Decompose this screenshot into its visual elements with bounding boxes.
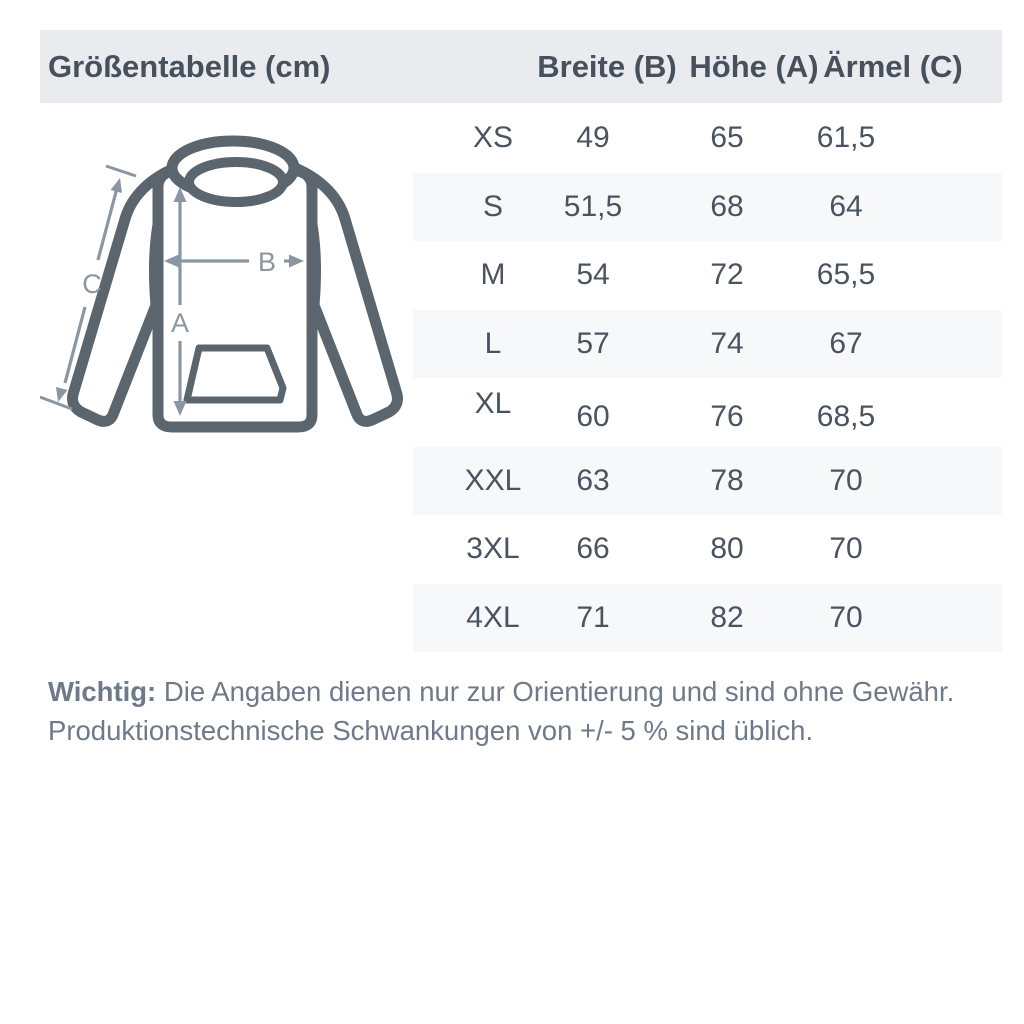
aermel-value-cell: 67 (829, 326, 863, 360)
size-label-cell: XL (474, 387, 512, 420)
hoehe-value-cell: 65 (710, 121, 744, 154)
hoehe-value-cell: 78 (710, 463, 744, 497)
size-label-cell: S (482, 189, 504, 223)
breite-value-cell: 54 (576, 258, 610, 291)
size-label-cell: 3XL (466, 532, 520, 565)
table-title: Größentabelle (cm) (48, 49, 331, 84)
size-label-cell: L (484, 326, 502, 360)
aermel-value-cell: 61,5 (816, 121, 876, 154)
hoodie-pocket (187, 348, 283, 400)
table-row (413, 515, 1002, 584)
dimension-label-c: C (82, 269, 102, 299)
arrowhead-c-up (111, 178, 123, 193)
breite-value-cell: 57 (576, 326, 610, 360)
table-row (413, 104, 1002, 173)
hoodie-outline (73, 141, 398, 427)
disclaimer-prefix: Wichtig: (48, 676, 157, 707)
aermel-value-cell: 70 (829, 600, 863, 634)
hoehe-value-cell: 82 (710, 600, 744, 634)
table-row (413, 310, 1002, 379)
dimension-label-a: A (170, 308, 190, 338)
breite-value-cell: 71 (576, 600, 610, 634)
disclaimer-line-1 (48, 672, 988, 711)
aermel-value-cell: 65,5 (816, 258, 876, 291)
disclaimer-note (48, 672, 988, 750)
hoehe-value-cell: 76 (710, 400, 744, 433)
hoodie-diagram-svg (40, 125, 430, 455)
size-label-cell: XXL (464, 463, 522, 497)
table-row (413, 378, 1002, 447)
hoehe-value-cell: 80 (710, 532, 744, 565)
breite-value-cell: 66 (576, 532, 610, 565)
aermel-value-cell: 64 (829, 189, 863, 223)
column-header-breite: Breite (B) (537, 49, 677, 84)
size-label-cell: M (480, 258, 506, 291)
breite-value-cell: 63 (576, 463, 610, 497)
hoehe-value-cell: 68 (710, 189, 744, 223)
hoodie-measurement-diagram (40, 125, 430, 455)
hoehe-value-cell: 72 (710, 258, 744, 291)
hoehe-value-cell: 74 (710, 326, 744, 360)
table-row (413, 447, 1002, 516)
column-header-aermel: Ärmel (C) (823, 49, 963, 84)
disclaimer-line-2: Produktionstechnische Schwankungen von +/- 5 % sind üblich. (48, 715, 814, 746)
breite-value-cell: 49 (576, 121, 610, 154)
arrowhead-c-down (56, 387, 68, 402)
aermel-value-cell: 70 (829, 532, 863, 565)
disclaimer-text: Die Angaben dienen nur zur Orientierung und sind ohne Gewähr. (163, 676, 955, 707)
table-row (413, 241, 1002, 310)
hoodie-hood-inner (189, 162, 283, 202)
table-row (413, 173, 1002, 242)
size-table-body (413, 104, 1002, 652)
dimension-tick-c-top (106, 166, 136, 176)
breite-value-cell: 60 (576, 400, 610, 433)
table-header-bar (40, 30, 1002, 103)
column-header-hoehe: Höhe (A) (689, 49, 819, 84)
breite-value-cell: 51,5 (563, 189, 623, 223)
size-label-cell: XS (472, 121, 514, 154)
aermel-value-cell: 70 (829, 463, 863, 497)
size-label-cell: 4XL (466, 600, 520, 634)
dimension-label-b: B (257, 247, 277, 277)
aermel-value-cell: 68,5 (816, 400, 876, 433)
table-row (413, 584, 1002, 653)
